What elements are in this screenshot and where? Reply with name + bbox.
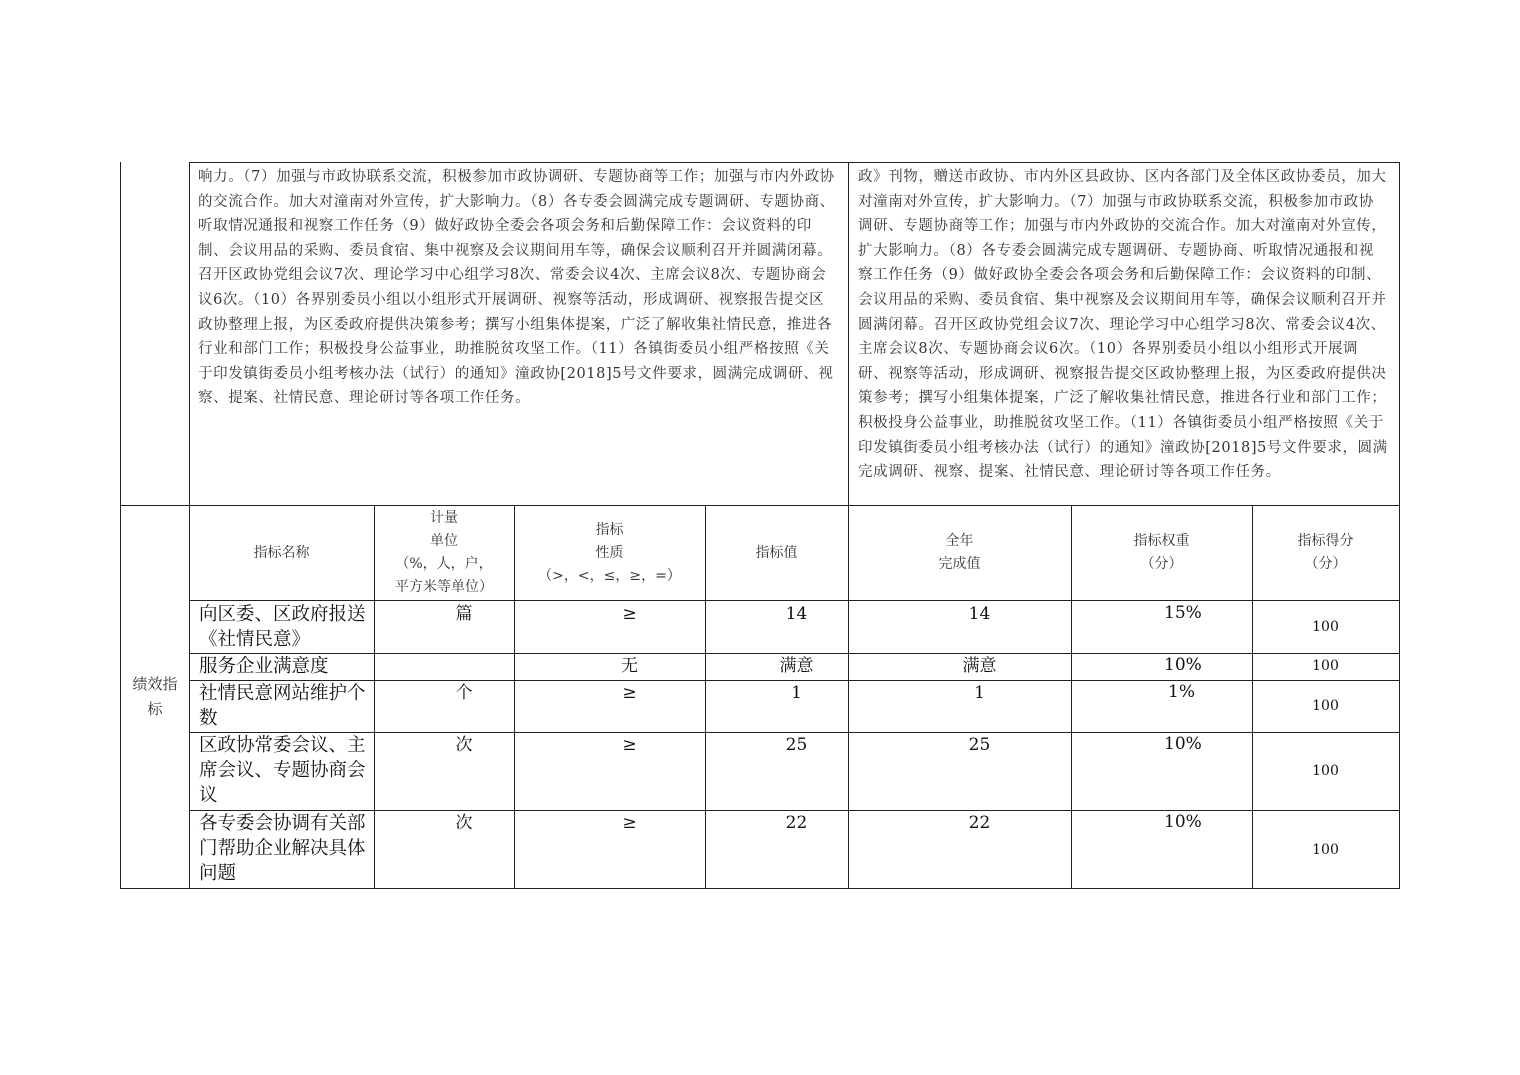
grid-line bbox=[189, 162, 1400, 163]
indicator-nature: ≥ bbox=[622, 604, 637, 624]
header-nature-cell bbox=[514, 506, 705, 600]
grid-line bbox=[120, 162, 121, 889]
indicator-unit: 次 bbox=[455, 813, 473, 833]
indicator-target: 满意 bbox=[779, 656, 814, 676]
indicator-actual: 14 bbox=[968, 604, 991, 624]
header-indicator-name-cell bbox=[189, 506, 374, 600]
indicator-actual: 满意 bbox=[962, 656, 997, 676]
indicator-target: 1 bbox=[791, 683, 802, 703]
indicator-score: 100 bbox=[1312, 619, 1339, 635]
indicator-nature: ≥ bbox=[622, 735, 637, 755]
header-score: 指标得分 （分） bbox=[1297, 533, 1354, 572]
indicator-weight: 1% bbox=[1168, 682, 1195, 702]
indicator-name: 社情民意网站维护个数 bbox=[199, 683, 366, 729]
indicator-weight: 10% bbox=[1164, 812, 1202, 832]
indicator-weight: 10% bbox=[1164, 734, 1202, 754]
header-weight-cell bbox=[1071, 506, 1252, 600]
header-weight: 指标权重 （分） bbox=[1133, 533, 1190, 572]
header-actual-cell bbox=[848, 506, 1071, 600]
grid-line bbox=[120, 888, 1400, 889]
header-indicator-name: 指标名称 bbox=[253, 544, 310, 561]
indicator-unit: 次 bbox=[455, 735, 473, 755]
indicator-target: 22 bbox=[785, 813, 808, 833]
header-target: 指标值 bbox=[755, 544, 798, 561]
indicator-actual: 22 bbox=[968, 813, 991, 833]
performance-indicator-label: 绩效指 标 bbox=[132, 675, 178, 718]
header-unit-cell bbox=[374, 506, 514, 600]
indicator-nature: ≥ bbox=[622, 813, 637, 833]
indicator-actual: 25 bbox=[968, 735, 991, 755]
indicator-unit: 篇 bbox=[455, 604, 473, 624]
indicator-weight: 10% bbox=[1164, 655, 1202, 675]
header-target-cell bbox=[705, 506, 848, 600]
indicator-target: 14 bbox=[785, 604, 808, 624]
narrative-left: 响力。（7）加强与市政协联系交流，积极参加市政协调研、专题协商等工作；加强与市内外政协的交流合作。加大对潼南对外宣传，扩大影响力。（8）各专委会圆满完成专题调研、专题协商、听取情况通报和视察工作任务（9）做好政协全委会各项会务和后勤保障工作：会议资料的印制、会议用品的采购、委员食宿、集中视察及会议期间用车等，确保会议顺利召开并圆满闭幕。召开区政协党组会议7次、理论学习中心组学习8次、常委会议4次、主席会议8次、专题协商会议6次。（10）各界别委员小组以小组形式开展调研、视察等活动，形成调研、视察报告提交区政协整理上报，为区委政府提供决策参考；撰写小组集体提案，广泛了解收集社情民意，推进各行业和部门工作；积极投身公益事业，助推脱贫攻坚工作。（11）各镇街委员小组严格按照《关于印发镇街委员小组考核办法（试行）的通知》潼政协[2018]5号文件要求，圆满完成调研、视察、提案、社情民意、理论研讨等各项工作任务。 bbox=[198, 169, 835, 407]
indicator-nature: 无 bbox=[621, 656, 638, 676]
indicator-actual: 1 bbox=[974, 683, 985, 703]
indicator-unit: 个 bbox=[455, 683, 473, 703]
header-nature: 指标 性质 （>，<，≤，≥，=） bbox=[538, 521, 681, 584]
indicator-name: 服务企业满意度 bbox=[199, 656, 329, 677]
indicator-score: 100 bbox=[1312, 698, 1339, 714]
indicator-score: 100 bbox=[1312, 658, 1339, 674]
indicator-name: 区政协常委会议、主席会议、专题协商会议 bbox=[199, 735, 366, 806]
grid-line bbox=[1399, 162, 1400, 889]
indicator-name: 各专委会协调有关部门帮助企业解决具体问题 bbox=[199, 813, 366, 884]
indicator-name: 向区委、区政府报送《社情民意》 bbox=[199, 604, 366, 650]
header-unit: 计量 单位 （%，人，户， 平方米等单位） bbox=[395, 510, 493, 595]
header-score-cell bbox=[1252, 506, 1399, 600]
grid-line bbox=[189, 600, 1400, 601]
header-actual: 全年 完成值 bbox=[938, 533, 981, 572]
indicator-weight: 15% bbox=[1164, 603, 1202, 623]
indicator-target: 25 bbox=[785, 735, 808, 755]
narrative-right: 政》刊物，赠送市政协、市内外区县政协、区内各部门及全体区政协委员，加大对潼南对外宣传，扩大影响力。（7）加强与市政协联系交流，积极参加市政协调研、专题协商等工作；加强与市内外政协的交流合作。加大对潼南对外宣传，扩大影响力。（8）各专委会圆满完成专题调研、专题协商、听取情况通报和视察工作任务（9）做好政协全委会各项会务和后勤保障工作：会议资料的印制、会议用品的采购、委员食宿、集中视察及会议期间用车等，确保会议顺利召开并圆满闭幕。召开区政协党组会议7次、理论学习中心组学习8次、常委会议4次、主席会议8次、专题协商会议6次。（10）各界别委员小组以小组形式开展调研、视察等活动，形成调研、视察报告提交区政协整理上报，为区委政府提供决策参考；撰写小组集体提案，广泛了解收集社情民意，推进各行业和部门工作；积极投身公益事业，助推脱贫攻坚工作。（11）各镇街委员小组严格按照《关于印发镇街委员小组考核办法（试行）的通知》潼政协[2018]5号文件要求，圆满完成调研、视察、提案、社情民意、理论研讨等各项工作任务。 bbox=[858, 169, 1388, 481]
indicator-score: 100 bbox=[1312, 763, 1339, 779]
indicator-nature: ≥ bbox=[622, 683, 637, 703]
indicator-score: 100 bbox=[1312, 842, 1339, 858]
